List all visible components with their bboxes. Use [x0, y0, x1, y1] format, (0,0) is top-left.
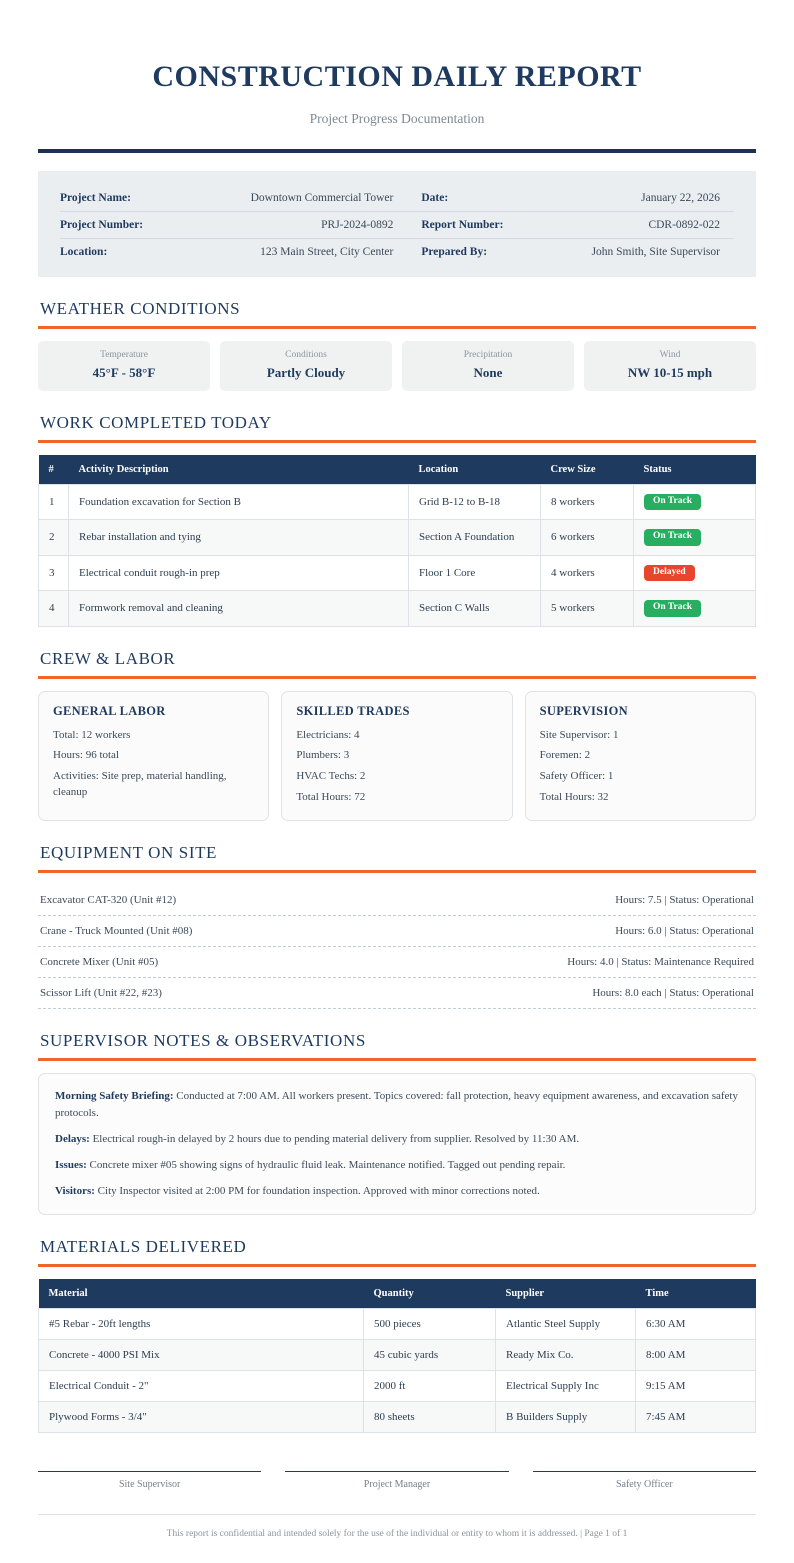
- work-completed-table: [38, 455, 756, 627]
- crew-card-line: Site Supervisor: 1: [539, 728, 619, 741]
- cell-material: Concrete - 4000 PSI Mix: [39, 1340, 364, 1371]
- signature-row: [38, 1471, 756, 1490]
- weather-card: [38, 341, 210, 391]
- equipment-row: [38, 947, 756, 978]
- section-divider: [38, 1058, 756, 1061]
- info-value: 123 Main Street, City Center: [260, 245, 394, 258]
- equipment-meta: Hours: 8.0 each | Status: Operational: [592, 987, 754, 1000]
- signature-block: [285, 1471, 508, 1490]
- crew-card-line: HVAC Techs: 2: [296, 770, 366, 783]
- column-header: Activity Description: [69, 455, 409, 485]
- crew-card-heading: GENERAL LABOR: [53, 703, 166, 718]
- column-header: Location: [409, 455, 541, 485]
- cell-quantity: 2000 ft: [364, 1371, 496, 1402]
- crew-card-line: Electricians: 4: [296, 728, 360, 741]
- cell-status: [634, 484, 756, 520]
- cell-material: #5 Rebar - 20ft lengths: [39, 1309, 364, 1340]
- info-label: Project Name:: [60, 185, 180, 212]
- cell-status: [634, 591, 756, 627]
- equipment-name: Scissor Lift (Unit #22, #23): [40, 987, 162, 1000]
- table-row: [39, 1340, 756, 1371]
- crew-card-row: [38, 691, 756, 822]
- table-row: [39, 1309, 756, 1340]
- note-item: Delays: Electrical rough-in delayed by 2 hours due to pending material delivery from supplier. Resolved by 11:30 AM.: [55, 1133, 580, 1146]
- equipment-name: Crane - Truck Mounted (Unit #08): [40, 925, 193, 938]
- page-title: CONSTRUCTION DAILY REPORT: [152, 60, 642, 93]
- crew-labor-section: [38, 649, 756, 822]
- crew-card-line: Total Hours: 32: [539, 791, 609, 804]
- crew-card-line: Safety Officer: 1: [539, 770, 614, 783]
- equipment-name: Concrete Mixer (Unit #05): [40, 956, 159, 969]
- weather-card: [584, 341, 756, 391]
- signature-label: Project Manager: [363, 1479, 431, 1491]
- column-header: Quantity: [364, 1279, 496, 1309]
- weather-section-title: WEATHER CONDITIONS: [40, 298, 241, 318]
- signature-label: Safety Officer: [615, 1479, 673, 1491]
- cell-location: Section C Walls: [409, 591, 541, 627]
- signature-block: [38, 1471, 261, 1490]
- table-row: [39, 555, 756, 591]
- cell-supplier: Electrical Supply Inc: [496, 1371, 636, 1402]
- work-completed-section: [38, 413, 756, 627]
- note-label: Visitors:: [55, 1185, 95, 1198]
- cell-quantity: 80 sheets: [364, 1402, 496, 1433]
- table-row: [39, 1402, 756, 1433]
- cell-status: [634, 520, 756, 556]
- cell-time: 9:15 AM: [636, 1371, 756, 1402]
- table-row: [39, 591, 756, 627]
- cell-activity: Rebar installation and tying: [69, 520, 409, 556]
- info-value: Downtown Commercial Tower: [180, 185, 407, 212]
- weather-card-value: NW 10-15 mph: [627, 364, 713, 380]
- weather-card-row: [38, 341, 756, 391]
- equipment-row: [38, 916, 756, 947]
- crew-card: [281, 691, 512, 822]
- info-label: Location:: [60, 245, 108, 258]
- section-divider: [38, 870, 756, 873]
- weather-card-label: Temperature: [100, 349, 148, 360]
- column-header: Status: [634, 455, 756, 485]
- note-item: Morning Safety Briefing: Conducted at 7:00 AM. All workers present. Topics covered: fall protection, heavy equipment awareness, and excavation safety protocols.: [55, 1090, 738, 1120]
- section-divider: [38, 676, 756, 679]
- column-header: #: [39, 455, 69, 485]
- cell-activity: Formwork removal and cleaning: [69, 591, 409, 627]
- weather-card-label: Precipitation: [463, 349, 513, 360]
- table-row: [39, 520, 756, 556]
- info-row: [60, 238, 734, 265]
- signature-line: [533, 1471, 756, 1472]
- column-header: Time: [636, 1279, 756, 1309]
- info-value: CDR-0892-022: [527, 211, 734, 238]
- crew-card-line: Plumbers: 3: [296, 749, 350, 762]
- cell-crew-size: 6 workers: [541, 520, 634, 556]
- footer-divider: [38, 1514, 756, 1515]
- cell-supplier: Atlantic Steel Supply: [496, 1309, 636, 1340]
- weather-card-value: 45°F - 58°F: [92, 364, 156, 380]
- crew-card: [38, 691, 269, 822]
- table-row: [39, 1371, 756, 1402]
- status-badge: On Track: [644, 600, 701, 617]
- weather-card: [402, 341, 574, 391]
- section-divider: [38, 440, 756, 443]
- info-label: Project Number:: [60, 211, 180, 238]
- section-divider: [38, 326, 756, 329]
- materials-section-title: MATERIALS DELIVERED: [40, 1237, 247, 1257]
- cell-quantity: 45 cubic yards: [364, 1340, 496, 1371]
- info-value: John Smith, Site Supervisor: [591, 245, 720, 258]
- header-divider: [38, 149, 756, 153]
- column-header: Material: [39, 1279, 364, 1309]
- cell-crew-size: 5 workers: [541, 591, 634, 627]
- equipment-section-title: EQUIPMENT ON SITE: [40, 843, 218, 863]
- note-label: Issues:: [55, 1159, 87, 1172]
- work-completed-section-title: WORK COMPLETED TODAY: [40, 412, 272, 432]
- supervisor-notes-section-title: SUPERVISOR NOTES & OBSERVATIONS: [40, 1031, 366, 1051]
- column-header: Supplier: [496, 1279, 636, 1309]
- equipment-section: [38, 843, 756, 1009]
- weather-card: [220, 341, 392, 391]
- signature-label: Site Supervisor: [118, 1479, 181, 1491]
- crew-card-line: Activities: Site prep, material handling, cleanup: [53, 770, 227, 799]
- materials-table: [38, 1279, 756, 1433]
- cell-material: Electrical Conduit - 2": [39, 1371, 364, 1402]
- project-info-table: [60, 185, 734, 265]
- cell-crew-size: 4 workers: [541, 555, 634, 591]
- page-subtitle: Project Progress Documentation: [309, 110, 485, 126]
- crew-labor-section-title: CREW & LABOR: [40, 648, 176, 668]
- note-item: Issues: Concrete mixer #05 showing signs of hydraulic fluid leak. Maintenance notified. Tagged out pending repair.: [55, 1159, 566, 1172]
- cell-supplier: B Builders Supply: [496, 1402, 636, 1433]
- equipment-list: [38, 885, 756, 1009]
- supervisor-notes-section: [38, 1031, 756, 1215]
- cell-time: 6:30 AM: [636, 1309, 756, 1340]
- signature-block: [533, 1471, 756, 1490]
- signature-line: [38, 1471, 261, 1472]
- cell-number: 1: [39, 484, 69, 520]
- crew-card-line: Total: 12 workers: [53, 728, 131, 741]
- equipment-name: Excavator CAT-320 (Unit #12): [40, 894, 177, 907]
- crew-card-line: Total Hours: 72: [296, 791, 366, 804]
- signature-line: [285, 1471, 508, 1472]
- cell-time: 7:45 AM: [636, 1402, 756, 1433]
- info-label: Prepared By:: [421, 245, 488, 258]
- weather-card-value: Partly Cloudy: [266, 364, 346, 380]
- crew-card-heading: SKILLED TRADES: [296, 703, 410, 718]
- note-label: Delays:: [55, 1133, 90, 1146]
- table-row: [39, 484, 756, 520]
- crew-card-line: Foremen: 2: [539, 749, 591, 762]
- equipment-meta: Hours: 7.5 | Status: Operational: [615, 894, 754, 907]
- info-value: PRJ-2024-0892: [180, 211, 407, 238]
- footer-text: This report is confidential and intended solely for the use of the individual or entity to whom it is addressed. | Page 1 of 1: [166, 1529, 628, 1540]
- cell-supplier: Ready Mix Co.: [496, 1340, 636, 1371]
- note-label: Morning Safety Briefing:: [55, 1090, 174, 1103]
- weather-card-label: Conditions: [285, 349, 327, 360]
- crew-card-heading: SUPERVISION: [539, 703, 628, 718]
- cell-activity: Electrical conduit rough-in prep: [69, 555, 409, 591]
- status-badge: Delayed: [644, 565, 695, 582]
- column-header: Crew Size: [541, 455, 634, 485]
- crew-card-line: Hours: 96 total: [53, 749, 119, 762]
- project-info-panel: [38, 171, 756, 277]
- cell-quantity: 500 pieces: [364, 1309, 496, 1340]
- supervisor-notes-panel: [38, 1073, 756, 1215]
- note-item: Visitors: City Inspector visited at 2:00 PM for foundation inspection. Approved with minor corrections noted.: [55, 1185, 540, 1198]
- info-row: [60, 211, 734, 238]
- info-value: January 22, 2026: [527, 185, 734, 212]
- table-header-row: [39, 455, 756, 485]
- equipment-meta: Hours: 6.0 | Status: Operational: [615, 925, 754, 938]
- weather-card-value: None: [473, 364, 503, 380]
- cell-status: [634, 555, 756, 591]
- cell-location: Grid B-12 to B-18: [409, 484, 541, 520]
- weather-card-label: Wind: [659, 349, 681, 360]
- status-badge: On Track: [644, 494, 701, 511]
- equipment-meta: Hours: 4.0 | Status: Maintenance Required: [567, 956, 754, 969]
- report-header: [38, 60, 756, 153]
- cell-location: Section A Foundation: [409, 520, 541, 556]
- equipment-row: [38, 885, 756, 916]
- cell-number: 4: [39, 591, 69, 627]
- crew-card: [525, 691, 756, 822]
- info-label: Report Number:: [407, 211, 527, 238]
- weather-section: [38, 299, 756, 391]
- cell-number: 3: [39, 555, 69, 591]
- equipment-row: [38, 978, 756, 1009]
- cell-location: Floor 1 Core: [409, 555, 541, 591]
- info-row: [60, 185, 734, 212]
- status-badge: On Track: [644, 529, 701, 546]
- section-divider: [38, 1264, 756, 1267]
- table-header-row: [39, 1279, 756, 1309]
- materials-section: [38, 1237, 756, 1433]
- cell-crew-size: 8 workers: [541, 484, 634, 520]
- cell-time: 8:00 AM: [636, 1340, 756, 1371]
- cell-activity: Foundation excavation for Section B: [69, 484, 409, 520]
- info-label: Date:: [407, 185, 527, 212]
- cell-number: 2: [39, 520, 69, 556]
- cell-material: Plywood Forms - 3/4": [39, 1402, 364, 1433]
